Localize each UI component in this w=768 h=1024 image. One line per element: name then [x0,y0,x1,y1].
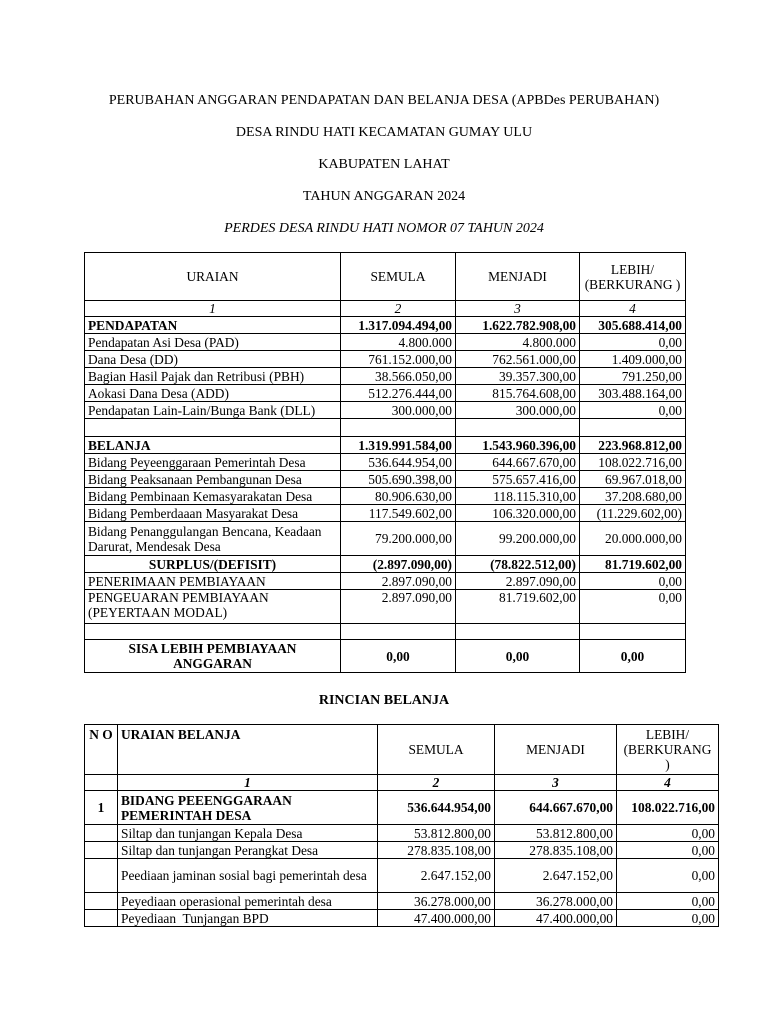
row-menjadi: 644.667.670,00 [495,791,617,825]
row-label: Aokasi Dana Desa (ADD) [85,385,341,402]
row-lebih: 0,00 [580,573,686,590]
row-lebih: 81.719.602,00 [580,556,686,573]
table-row [85,454,686,471]
row-lebih: 0,00 [617,859,719,893]
row-semula: 38.566.050,00 [341,368,456,385]
row-no: 1 [85,791,118,825]
row-menjadi: (78.822.512,00) [456,556,580,573]
table-row [85,488,686,505]
row-label: PENDAPATAN [85,317,341,334]
row-menjadi: 278.835.108,00 [495,842,617,859]
row-semula: (2.897.090,00) [341,556,456,573]
header-menjadi: MENJADI [456,253,580,301]
row-lebih: 108.022.716,00 [580,454,686,471]
table-header-row [85,725,719,775]
row-menjadi: 575.657.416,00 [456,471,580,488]
pendapatan-total-row [85,317,686,334]
table-row [85,859,719,893]
row-menjadi: 0,00 [456,640,580,673]
row-semula: 80.906.630,00 [341,488,456,505]
header-uraian: URAIAN [85,253,341,301]
row-label: Dana Desa (DD) [85,351,341,368]
table-row [85,910,719,927]
row-lebih: 37.208.680,00 [580,488,686,505]
row-menjadi: 36.278.000,00 [495,893,617,910]
col-number: 1 [85,301,341,317]
rincian-belanja-table [84,724,719,927]
row-label: Pendapatan Lain-Lain/Bunga Bank (DLL) [85,402,341,419]
document-title: PERUBAHAN ANGGARAN PENDAPATAN DAN BELANJA DESA (APBDes PERUBAHAN) [108,93,660,108]
header-lebih: LEBIH/ (BERKURANG ) [617,725,719,775]
row-menjadi: 106.320.000,00 [456,505,580,522]
row-label: BELANJA [85,437,341,454]
row-menjadi: 2.897.090,00 [456,573,580,590]
row-menjadi: 53.812.800,00 [495,825,617,842]
row-menjadi: 81.719.602,00 [456,590,580,624]
header-lebih: LEBIH/ (BERKURANG ) [580,253,686,301]
col-number: 3 [495,775,617,791]
table-row [85,522,686,556]
row-semula: 79.200.000,00 [341,522,456,556]
row-semula: 47.400.000,00 [378,910,495,927]
row-semula: 761.152.000,00 [341,351,456,368]
row-semula: 4.800.000 [341,334,456,351]
table-header-row [85,253,686,301]
row-semula: 36.278.000,00 [378,893,495,910]
row-menjadi: 4.800.000 [456,334,580,351]
row-semula: 53.812.800,00 [378,825,495,842]
col-number: 1 [118,775,378,791]
row-label: Bidang Pemberdaaan Masyarakat Desa [85,505,341,522]
table-row [85,351,686,368]
row-label: Bidang Peyeenggaraan Pemerintah Desa [85,454,341,471]
row-label: SURPLUS/(DEFISIT) [85,556,341,573]
table-row [85,825,719,842]
header-semula: SEMULA [378,725,495,775]
row-lebih: 108.022.716,00 [617,791,719,825]
row-lebih: (11.229.602,00) [580,505,686,522]
column-number-row [85,301,686,317]
row-lebih: 305.688.414,00 [580,317,686,334]
row-lebih: 69.967.018,00 [580,471,686,488]
row-label: Peyediaan Tunjangan BPD [118,910,378,927]
table-row [85,385,686,402]
row-label: Bidang Peaksanaan Pembangunan Desa [85,471,341,488]
row-label: Peyediaan operasional pemerintah desa [118,893,378,910]
row-semula: 117.549.602,00 [341,505,456,522]
row-menjadi: 815.764.608,00 [456,385,580,402]
table-row [85,402,686,419]
row-menjadi: 644.667.670,00 [456,454,580,471]
row-label: BIDANG PEEENGGARAAN PEMERINTAH DESA [118,791,378,825]
row-menjadi: 1.543.960.396,00 [456,437,580,454]
header-no: N O [85,725,118,775]
row-semula: 1.319.991.584,00 [341,437,456,454]
table-row [85,471,686,488]
header-menjadi: MENJADI [495,725,617,775]
table-row [85,368,686,385]
document-year: TAHUN ANGGARAN 2024 [302,189,466,204]
table-row [85,842,719,859]
row-menjadi: 99.200.000,00 [456,522,580,556]
row-label: Siltap dan tunjangan Kepala Desa [118,825,378,842]
empty-row [85,419,686,437]
row-semula: 2.647.152,00 [378,859,495,893]
row-lebih: 0,00 [617,893,719,910]
row-lebih: 0,00 [580,334,686,351]
row-lebih: 0,00 [617,825,719,842]
row-lebih: 0,00 [580,402,686,419]
col-number: 4 [580,301,686,317]
empty-row [85,624,686,640]
row-lebih: 303.488.164,00 [580,385,686,402]
row-label: Pendapatan Asi Desa (PAD) [85,334,341,351]
row-label: Bidang Pembinaan Kemasyarakatan Desa [85,488,341,505]
row-label: PENGEUARAN PEMBIAYAAN (PEYERTAAN MODAL) [85,590,341,624]
row-lebih: 0,00 [617,842,719,859]
row-semula: 536.644.954,00 [378,791,495,825]
row-menjadi: 39.357.300,00 [456,368,580,385]
group-row [85,791,719,825]
row-semula: 2.897.090,00 [341,573,456,590]
col-number: 3 [456,301,580,317]
row-semula: 512.276.444,00 [341,385,456,402]
surplus-row [85,556,686,573]
row-lebih: 1.409.000,00 [580,351,686,368]
row-semula: 0,00 [341,640,456,673]
document-village: DESA RINDU HATI KECAMATAN GUMAY ULU [235,125,533,140]
row-semula: 505.690.398,00 [341,471,456,488]
row-label: Siltap dan tunjangan Perangkat Desa [118,842,378,859]
col-number: 2 [378,775,495,791]
row-lebih: 791.250,00 [580,368,686,385]
row-label: PENERIMAAN PEMBIAYAAN [85,573,341,590]
row-label: Bidang Penanggulangan Bencana, Keadaan Darurat, Mendesak Desa [85,522,341,556]
col-number: 4 [617,775,719,791]
row-menjadi: 1.622.782.908,00 [456,317,580,334]
belanja-total-row [85,437,686,454]
column-number-row [85,775,719,791]
table-row [85,573,686,590]
row-lebih: 20.000.000,00 [580,522,686,556]
row-lebih: 0,00 [580,640,686,673]
header-semula: SEMULA [341,253,456,301]
document-perdes: PERDES DESA RINDU HATI NOMOR 07 TAHUN 2024 [224,221,544,236]
row-label: SISA LEBIH PEMBIAYAAN ANGGARAN [85,640,341,673]
row-label: Bagian Hasil Pajak dan Retribusi (PBH) [85,368,341,385]
row-lebih: 0,00 [617,910,719,927]
table-row [85,590,686,624]
row-semula: 278.835.108,00 [378,842,495,859]
row-label: Peediaan jaminan sosial bagi pemerintah desa [118,859,378,893]
row-menjadi: 47.400.000,00 [495,910,617,927]
table-row [85,334,686,351]
row-semula: 2.897.090,00 [341,590,456,624]
row-semula: 300.000,00 [341,402,456,419]
rincian-belanja-title: RINCIAN BELANJA [318,693,450,708]
table-row [85,505,686,522]
apbdes-summary-table [84,252,686,673]
row-lebih: 223.968.812,00 [580,437,686,454]
col-number: 2 [341,301,456,317]
row-menjadi: 300.000,00 [456,402,580,419]
table-row [85,893,719,910]
row-semula: 536.644.954,00 [341,454,456,471]
document-regency: KABUPATEN LAHAT [318,157,450,172]
row-menjadi: 762.561.000,00 [456,351,580,368]
header-uraian-belanja: URAIAN BELANJA [118,725,378,775]
sisa-lebih-row [85,640,686,673]
row-menjadi: 2.647.152,00 [495,859,617,893]
row-lebih: 0,00 [580,590,686,624]
row-semula: 1.317.094.494,00 [341,317,456,334]
row-menjadi: 118.115.310,00 [456,488,580,505]
